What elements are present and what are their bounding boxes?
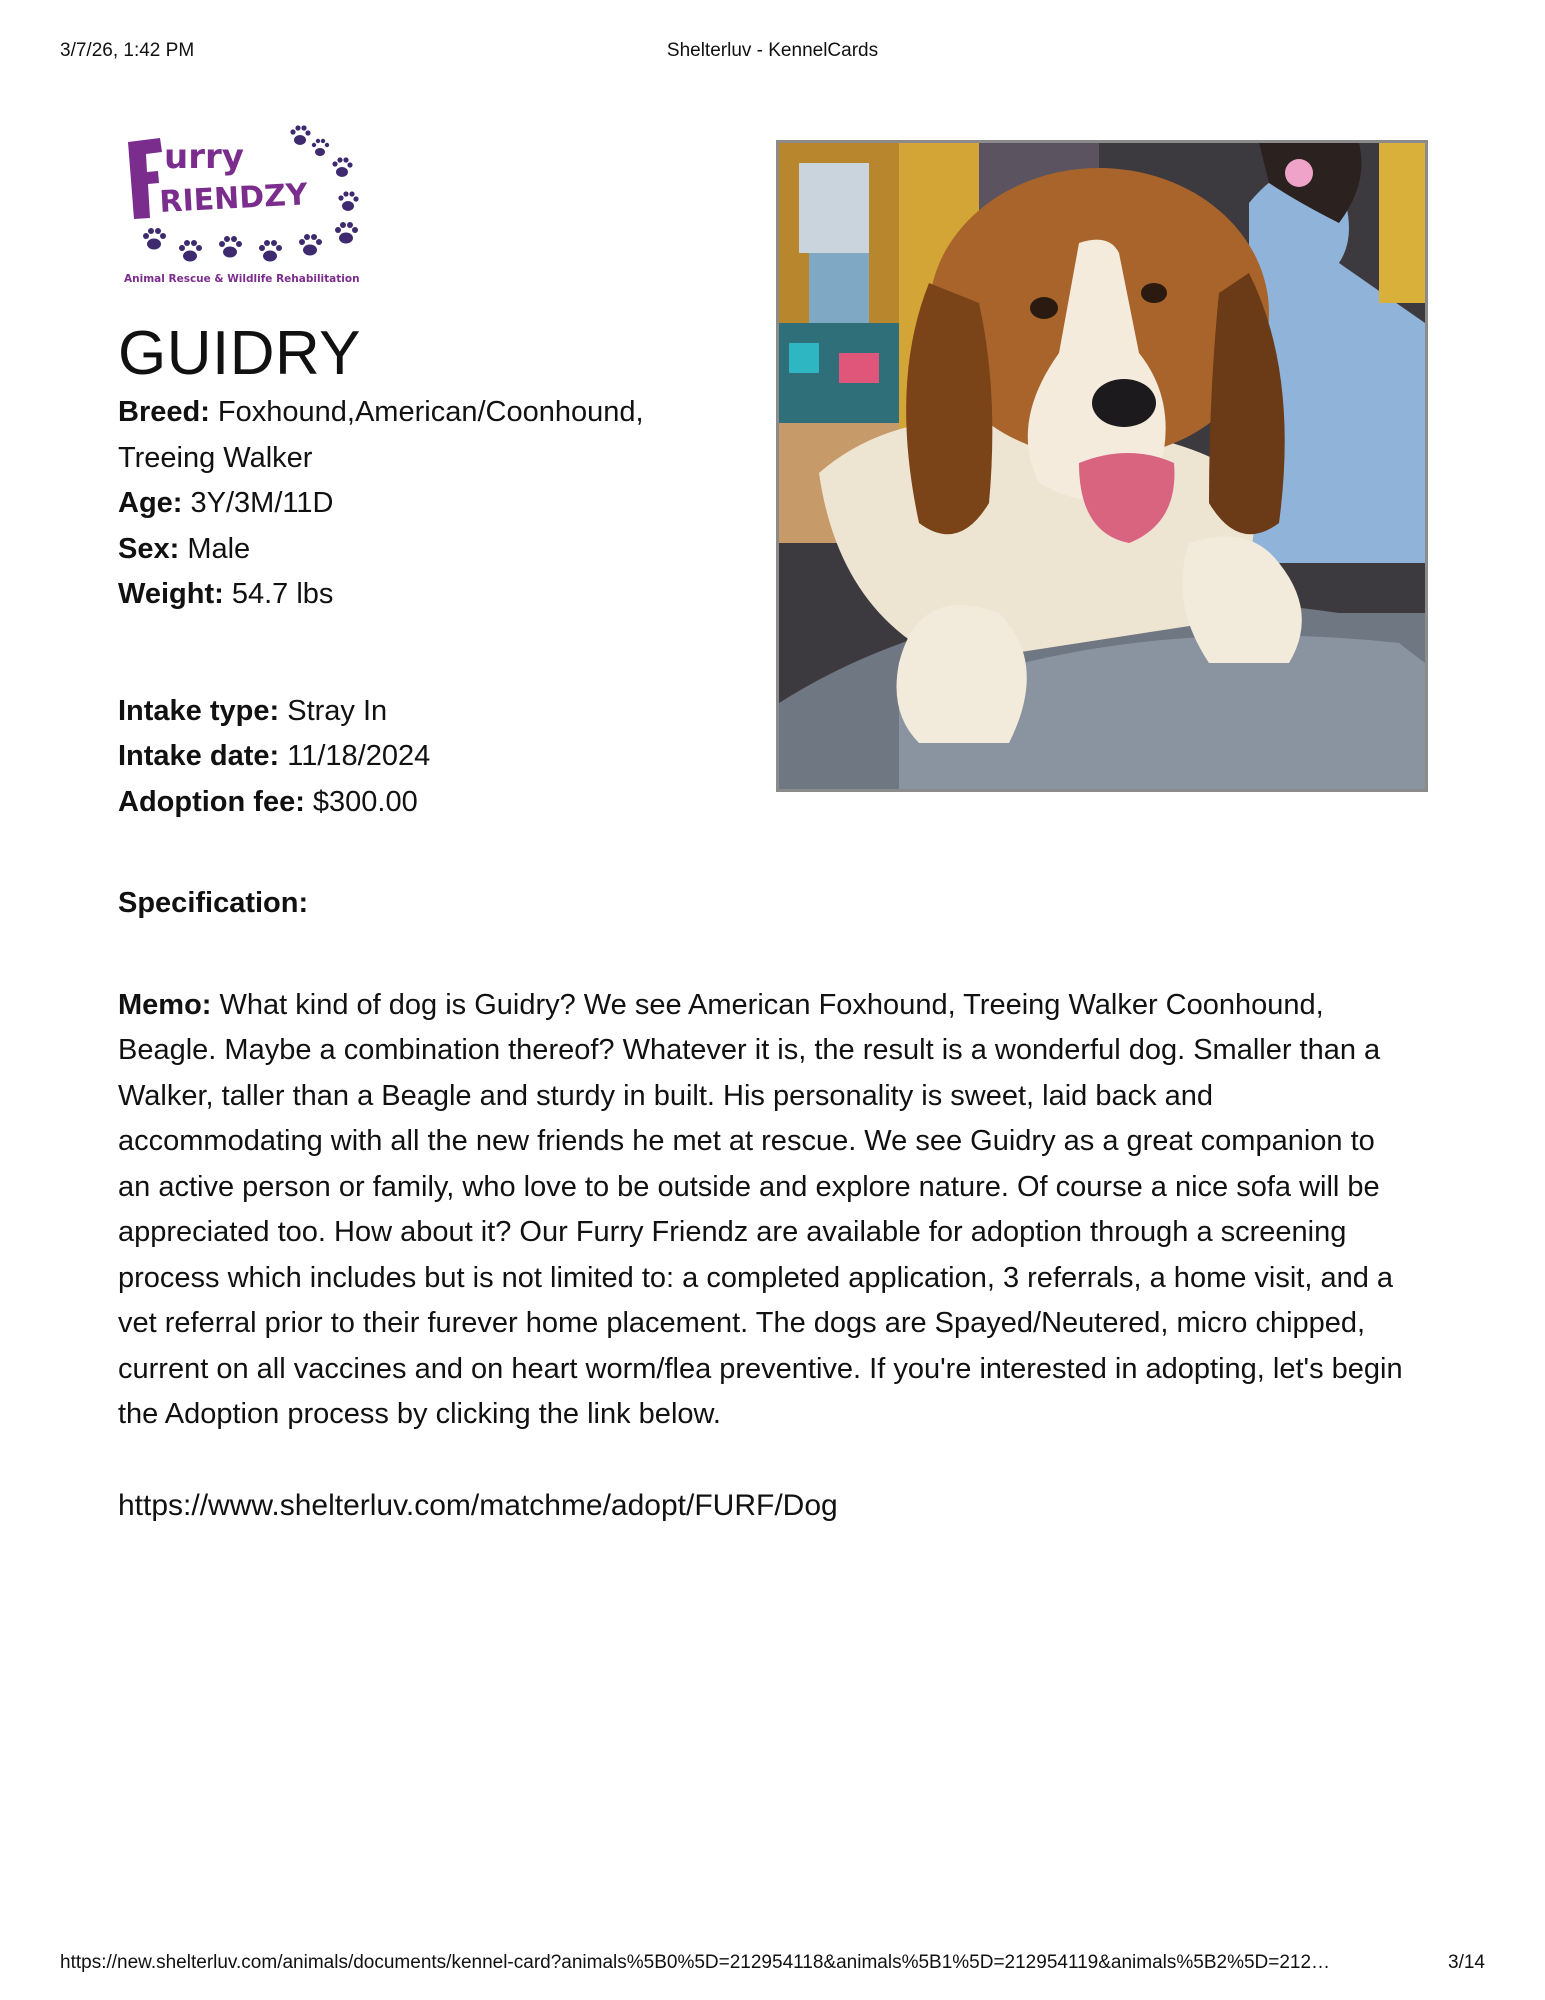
memo-label: Memo: bbox=[118, 988, 212, 1021]
breed-label: Breed: bbox=[118, 396, 210, 428]
intake-type-label: Intake type: bbox=[118, 694, 280, 727]
age-value: 3Y/3M/11D bbox=[190, 487, 334, 519]
memo-field bbox=[118, 983, 1408, 1438]
print-footer bbox=[60, 1952, 1485, 1976]
logo-tagline: Animal Rescue & Wildlife Rehabilitation bbox=[124, 273, 360, 285]
intake-type-field bbox=[118, 689, 1418, 735]
adoption-fee-field bbox=[118, 780, 1418, 826]
intake-date-label: Intake date: bbox=[118, 740, 280, 772]
age-label: Age: bbox=[118, 487, 183, 519]
breed-field bbox=[118, 390, 718, 481]
print-datetime: 3/7/26, 1:42 PM bbox=[60, 40, 195, 61]
furry-friendzy-logo bbox=[120, 120, 370, 295]
adoption-fee-label: Adoption fee: bbox=[118, 785, 305, 818]
kennel-card-content bbox=[118, 318, 1418, 1529]
weight-value: 54.7 lbs bbox=[231, 578, 334, 610]
intake-type-value: Stray In bbox=[287, 694, 388, 727]
svg-text:RIENDZY: RIENDZY bbox=[158, 177, 309, 220]
weight-field bbox=[118, 572, 1418, 618]
sex-value: Male bbox=[187, 532, 251, 565]
sex-label: Sex: bbox=[118, 532, 180, 565]
print-url: https://new.shelterluv.com/animals/documents/kennel-card?animals%5B0%5D=212954118&animals%5B1%5D=212954119&animals%5B2%5D=212… bbox=[60, 1952, 1331, 1973]
print-header bbox=[60, 40, 1485, 64]
adoption-fee-value: $300.00 bbox=[312, 785, 418, 818]
specification-label: Specification: bbox=[118, 887, 309, 919]
specification-field bbox=[118, 881, 1418, 927]
svg-text:urry: urry bbox=[164, 137, 244, 177]
intake-date-field bbox=[118, 734, 1418, 780]
age-field bbox=[118, 481, 1418, 527]
intake-date-value: 11/18/2024 bbox=[287, 740, 431, 772]
memo-text: What kind of dog is Guidry? We see American Foxhound, Treeing Walker Coonhound, Beagle. Maybe a combination thereof? Whatever it is, the result is a wonderful dog. Smaller than a Walker, taller than a Beagle and sturdy in built. His personality is sweet, laid back and accommodating with all the new friends he met at rescue. We see Guidry as a great companion to an active person or family, who love to be outside and explore nature. Of course a nice sofa will be appreciated too. How about it? Our Furry Friendz are available for adoption through a screening process which includes but is not limited to: a completed application, 3 referrals, a home visit, and a vet referral prior to their furever home placement. The dogs are Spayed/Neutered, micro chipped, current on all vaccines and on heart worm/flea preventive. If you're interested in adopting, let's begin the Adoption process by clicking the link below. bbox=[118, 988, 1403, 1430]
logo-graphic bbox=[120, 120, 370, 295]
weight-label: Weight: bbox=[118, 578, 224, 610]
breed-value: Foxhound,American/Coonhound, Treeing Walker bbox=[118, 396, 644, 474]
print-page-number: 3/14 bbox=[1448, 1952, 1485, 1973]
adopt-link[interactable]: https://www.shelterluv.com/matchme/adopt/FURF/Dog bbox=[118, 1488, 838, 1522]
sex-field bbox=[118, 527, 1418, 573]
print-page-title: Shelterluv - KennelCards bbox=[666, 40, 879, 61]
animal-name: GUIDRY bbox=[118, 319, 362, 388]
